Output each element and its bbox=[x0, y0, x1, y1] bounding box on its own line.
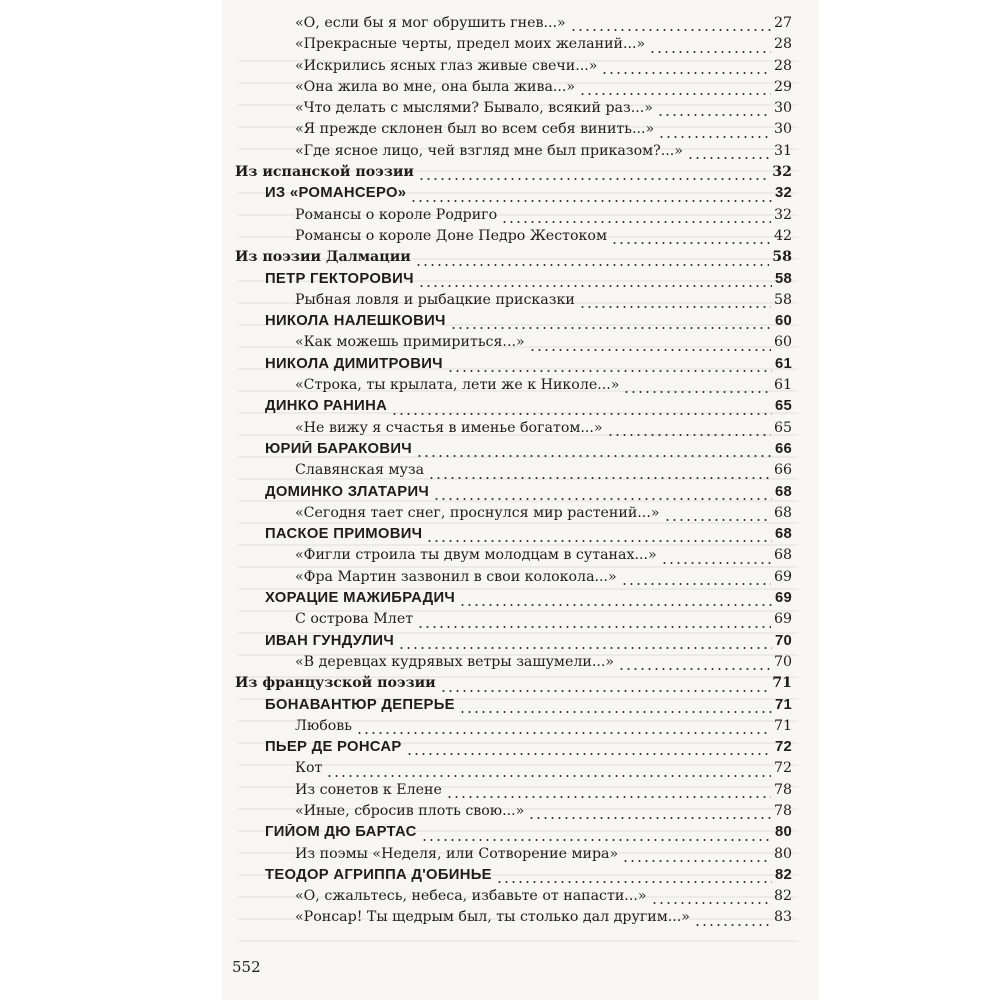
toc-entry-poem bbox=[235, 888, 792, 909]
toc-entry-title: Из французской поэзии bbox=[235, 675, 436, 692]
toc-entry-page: 78 bbox=[773, 781, 792, 798]
toc-entry-title: «О, если бы я мог обрушить гнев...» bbox=[295, 15, 566, 31]
toc-entry-poem bbox=[235, 228, 792, 249]
toc-entry-poem bbox=[235, 505, 792, 526]
toc-entry-page: 68 bbox=[774, 483, 792, 500]
toc-entry-title: Славянская муза bbox=[295, 462, 425, 479]
dot-leader bbox=[658, 136, 771, 138]
toc-entry-poem bbox=[235, 121, 792, 142]
dot-leader bbox=[649, 51, 771, 53]
toc-entry-poem bbox=[235, 782, 792, 803]
toc-entry-title: Из поэзии Далмации bbox=[235, 249, 411, 266]
toc-entry-title: «Не вижу я счастья в именье богатом...» bbox=[295, 419, 603, 436]
toc-entry-section bbox=[235, 164, 792, 185]
dot-leader bbox=[601, 72, 771, 74]
toc-entry-poem bbox=[235, 36, 792, 57]
dot-leader bbox=[356, 732, 771, 734]
toc-entry-page: 72 bbox=[774, 739, 792, 756]
toc-entry-author bbox=[235, 185, 792, 206]
toc-entry-page: 27 bbox=[773, 15, 792, 31]
toc-entry-page: 32 bbox=[774, 185, 792, 202]
toc-entry-page: 61 bbox=[774, 355, 792, 372]
toc-entry-poem bbox=[235, 207, 792, 228]
toc-entry-page: 68 bbox=[773, 547, 792, 564]
toc-entry-title: ДИНКО РАНИНА bbox=[265, 398, 388, 415]
toc-entry-title: ПАСКОЕ ПРИМОВИЧ bbox=[265, 526, 423, 543]
page-number: 552 bbox=[232, 958, 261, 976]
dot-leader bbox=[694, 924, 771, 926]
toc-entry-author bbox=[235, 824, 792, 845]
toc-entry-title: ДОМИНКО ЗЛАТАРИЧ bbox=[265, 483, 430, 500]
dot-leader bbox=[664, 519, 771, 521]
toc-entry-poem bbox=[235, 547, 792, 568]
toc-entry-page: 28 bbox=[773, 36, 792, 53]
toc-entry-author bbox=[235, 526, 792, 547]
toc-entry-poem bbox=[235, 654, 792, 675]
toc-entry-title: «Как можешь примириться...» bbox=[295, 334, 525, 351]
toc-entry-title: ХОРАЦИЕ МАЖИБРАДИЧ bbox=[265, 590, 456, 607]
toc-entry-poem bbox=[235, 718, 792, 739]
toc-entry-page: 78 bbox=[773, 802, 792, 819]
toc-entry-poem bbox=[235, 79, 792, 100]
toc-entry-poem bbox=[235, 803, 792, 824]
dot-leader bbox=[417, 626, 771, 628]
toc-entry-title: «Строка, ты крылата, лети же к Николе...» bbox=[295, 377, 620, 394]
toc-entry-page: 58 bbox=[774, 270, 792, 287]
toc-entry-author bbox=[235, 313, 792, 334]
toc-entry-page: 66 bbox=[773, 462, 792, 479]
toc-entry-title: «Прекрасные черты, предел моих желаний...» bbox=[295, 36, 646, 53]
toc-entry-page: 66 bbox=[774, 440, 792, 457]
toc-entry-page: 68 bbox=[774, 526, 792, 543]
dot-leader bbox=[622, 860, 771, 862]
toc-entry-author bbox=[235, 697, 792, 718]
toc-entry-page: 58 bbox=[772, 249, 792, 266]
toc-entry-title: ИВАН ГУНДУЛИЧ bbox=[265, 632, 395, 649]
toc-entry-title: ТЕОДОР АГРИППА Д'ОБИНЬЕ bbox=[265, 866, 492, 883]
toc-entry-poem bbox=[235, 569, 792, 590]
toc-entry-page: 65 bbox=[774, 398, 792, 415]
toc-entry-poem bbox=[235, 909, 792, 930]
toc-entry-page: 69 bbox=[774, 590, 792, 607]
dot-leader bbox=[418, 285, 772, 287]
table-of-contents bbox=[235, 15, 792, 931]
toc-entry-page: 42 bbox=[773, 227, 792, 244]
toc-entry-page: 65 bbox=[773, 419, 792, 436]
toc-entry-poem bbox=[235, 15, 792, 36]
toc-entry-title: Из поэмы «Неделя, или Сотворение мира» bbox=[295, 845, 619, 862]
dot-leader bbox=[410, 200, 772, 202]
toc-entry-author bbox=[235, 484, 792, 505]
dot-leader bbox=[326, 775, 771, 777]
dot-leader bbox=[459, 604, 772, 606]
toc-entry-title: ПЕТР ГЕКТОРОВИЧ bbox=[265, 270, 414, 287]
toc-entry-poem bbox=[235, 611, 792, 632]
toc-entry-poem bbox=[235, 58, 792, 79]
toc-entry-title: «Сегодня тает снег, проснулся мир растений...» bbox=[295, 504, 660, 521]
dot-leader bbox=[450, 327, 772, 329]
toc-entry-page: 71 bbox=[772, 675, 792, 692]
toc-entry-page: 71 bbox=[773, 717, 792, 734]
toc-entry-page: 28 bbox=[773, 57, 792, 74]
dot-leader bbox=[651, 902, 771, 904]
toc-entry-page: 82 bbox=[773, 888, 792, 905]
toc-entry-page: 70 bbox=[774, 632, 792, 649]
toc-entry-title: БОНАВАНТЮР ДЕПЕРЬЕ bbox=[265, 696, 455, 713]
toc-entry-poem bbox=[235, 100, 792, 121]
toc-entry-title: ЮРИЙ БАРАКОВИЧ bbox=[265, 440, 412, 457]
toc-entry-page: 80 bbox=[774, 824, 792, 841]
toc-entry-title: НИКОЛА ДИМИТРОВИЧ bbox=[265, 355, 443, 372]
toc-entry-poem bbox=[235, 462, 792, 483]
toc-entry-title: «Она жила во мне, она была жива...» bbox=[295, 78, 576, 95]
toc-entry-title: «Ронсар! Ты щедрым был, ты столько дал другим...» bbox=[295, 909, 690, 926]
dot-leader bbox=[421, 839, 772, 841]
toc-entry-title: «Фра Мартин зазвонил в свои колокола...» bbox=[295, 568, 617, 585]
dot-leader bbox=[621, 583, 771, 585]
dot-leader bbox=[611, 242, 771, 244]
toc-entry-poem bbox=[235, 143, 792, 164]
toc-entry-title: «Я прежде склонен был во всем себя винить...» bbox=[295, 121, 655, 138]
toc-entry-poem bbox=[235, 377, 792, 398]
toc-entry-author bbox=[235, 590, 792, 611]
toc-entry-poem bbox=[235, 760, 792, 781]
toc-entry-poem bbox=[235, 420, 792, 441]
dot-leader bbox=[459, 711, 772, 713]
toc-entry-title: Романсы о короле Родриго bbox=[295, 206, 498, 223]
dot-leader bbox=[579, 93, 771, 95]
dot-leader bbox=[529, 349, 771, 351]
toc-entry-section bbox=[235, 249, 792, 270]
dot-leader bbox=[418, 178, 769, 180]
toc-entry-title: «Иные, сбросив плоть свою...» bbox=[295, 802, 525, 819]
toc-entry-poem bbox=[235, 334, 792, 355]
dot-leader bbox=[687, 157, 771, 159]
toc-entry-title: ГИЙОМ ДЮ БАРТАС bbox=[265, 824, 417, 841]
dot-leader bbox=[416, 455, 772, 457]
dot-leader bbox=[391, 413, 772, 415]
toc-entry-poem bbox=[235, 846, 792, 867]
toc-entry-author bbox=[235, 441, 792, 462]
toc-entry-title: «Что делать с мыслями? Бывало, всякий раз...» bbox=[295, 100, 653, 117]
toc-entry-page: 69 bbox=[773, 568, 792, 585]
dot-leader bbox=[428, 477, 771, 479]
toc-entry-title: «Искрились ясных глаз живые свечи...» bbox=[295, 57, 598, 74]
toc-entry-page: 60 bbox=[773, 334, 792, 351]
toc-entry-page: 70 bbox=[773, 653, 792, 670]
toc-entry-title: ПЬЕР ДЕ РОНСАР bbox=[265, 739, 402, 756]
dot-leader bbox=[623, 391, 770, 393]
dot-leader bbox=[426, 540, 772, 542]
toc-entry-title: Любовь bbox=[295, 717, 352, 734]
dot-leader bbox=[579, 306, 771, 308]
dot-leader bbox=[398, 647, 772, 649]
toc-entry-page: 72 bbox=[773, 760, 792, 777]
toc-entry-page: 30 bbox=[773, 100, 792, 117]
toc-entry-title: «В деревцах кудрявых ветры зашумели...» bbox=[295, 653, 615, 670]
toc-entry-title: Рыбная ловля и рыбацкие присказки bbox=[295, 291, 575, 308]
toc-entry-title: НИКОЛА НАЛЕШКОВИЧ bbox=[265, 313, 446, 330]
toc-entry-title: ИЗ «РОМАНСЕРО» bbox=[265, 185, 407, 202]
toc-entry-page: 32 bbox=[772, 164, 792, 181]
toc-entry-author bbox=[235, 633, 792, 654]
toc-entry-page: 83 bbox=[773, 909, 792, 926]
toc-entry-author bbox=[235, 867, 792, 888]
dot-leader bbox=[446, 796, 771, 798]
toc-entry-title: Из испанской поэзии bbox=[235, 164, 414, 181]
toc-entry-author bbox=[235, 356, 792, 377]
toc-entry-page: 29 bbox=[773, 78, 792, 95]
toc-entry-title: «О, сжальтесь, небеса, избавьте от напасти...» bbox=[295, 888, 647, 905]
toc-entry-title: Из сонетов к Елене bbox=[295, 781, 442, 798]
dot-leader bbox=[447, 370, 772, 372]
toc-entry-page: 61 bbox=[773, 377, 792, 394]
toc-entry-page: 60 bbox=[774, 313, 792, 330]
toc-entry-section bbox=[235, 675, 792, 696]
toc-entry-page: 68 bbox=[773, 504, 792, 521]
toc-entry-page: 69 bbox=[773, 611, 792, 628]
book-page bbox=[222, 0, 819, 1000]
dot-leader bbox=[528, 817, 771, 819]
dot-leader bbox=[501, 221, 771, 223]
toc-entry-title: С острова Млет bbox=[295, 611, 414, 628]
dot-leader bbox=[440, 690, 770, 692]
toc-entry-page: 32 bbox=[773, 206, 792, 223]
toc-entry-author bbox=[235, 398, 792, 419]
toc-entry-title: «Фигли строила ты двум молодцам в сутанах...» bbox=[295, 547, 657, 564]
toc-entry-title: «Где ясное лицо, чей взгляд мне был приказом?...» bbox=[295, 142, 683, 159]
toc-entry-page: 82 bbox=[774, 866, 792, 883]
toc-entry-page: 58 bbox=[773, 291, 792, 308]
dot-leader bbox=[406, 753, 772, 755]
dot-leader bbox=[570, 29, 771, 31]
toc-entry-page: 31 bbox=[773, 142, 792, 159]
toc-entry-title: Романсы о короле Доне Педро Жестоком bbox=[295, 227, 607, 244]
dot-leader bbox=[618, 668, 771, 670]
dot-leader bbox=[496, 881, 772, 883]
toc-entry-page: 30 bbox=[773, 121, 792, 138]
dot-leader bbox=[415, 264, 769, 266]
toc-entry-page: 80 bbox=[773, 845, 792, 862]
toc-entry-poem bbox=[235, 292, 792, 313]
dot-leader bbox=[657, 114, 771, 116]
dot-leader bbox=[661, 562, 771, 564]
dot-leader bbox=[607, 434, 771, 436]
dot-leader bbox=[433, 498, 772, 500]
toc-entry-title: Кот bbox=[295, 760, 323, 777]
toc-entry-author bbox=[235, 271, 792, 292]
toc-entry-page: 71 bbox=[774, 696, 792, 713]
toc-entry-author bbox=[235, 739, 792, 760]
